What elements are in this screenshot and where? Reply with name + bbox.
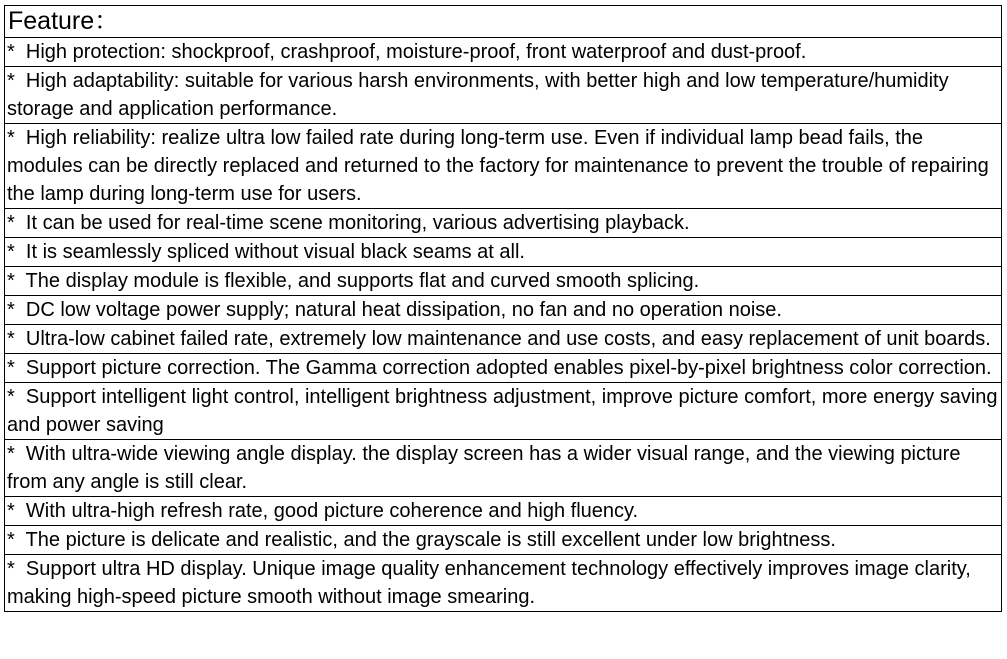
feature-heading: Feature： xyxy=(5,6,1002,38)
feature-item-cell xyxy=(5,526,1002,555)
table-row xyxy=(5,354,1002,383)
feature-item-text: With ultra-wide viewing angle display. the display screen has a wider visual range, and the viewing picture from any angle is still clear. xyxy=(7,443,961,493)
bullet-marker: * xyxy=(7,270,26,292)
feature-item-text: High protection: shockproof, crashproof, moisture-proof, front waterproof and dust-proof. xyxy=(25,41,807,63)
feature-item-text: It is seamlessly spliced without visual black seams at all. xyxy=(25,241,525,263)
table-row xyxy=(5,38,1002,67)
feature-item-cell xyxy=(5,325,1002,354)
bullet-marker: * xyxy=(7,328,26,350)
bullet-marker: * xyxy=(7,299,26,321)
table-row xyxy=(5,296,1002,325)
bullet-marker: * xyxy=(7,386,26,408)
bullet-marker: * xyxy=(7,212,26,234)
feature-item-text: High adaptability: suitable for various harsh environments, with better high and low temperature/humidity storage and application performance. xyxy=(7,70,949,120)
table-row xyxy=(5,440,1002,497)
feature-item-cell xyxy=(5,497,1002,526)
bullet-marker: * xyxy=(7,500,26,522)
feature-item-text: Support picture correction. The Gamma correction adopted enables pixel-by-pixel brightness color correction. xyxy=(25,357,992,379)
table-row xyxy=(5,209,1002,238)
feature-item-cell xyxy=(5,296,1002,325)
feature-item-cell xyxy=(5,555,1002,612)
feature-item-text: It can be used for real-time scene monitoring, various advertising playback. xyxy=(25,212,690,234)
feature-item-cell xyxy=(5,354,1002,383)
table-row xyxy=(5,325,1002,354)
feature-item-cell xyxy=(5,209,1002,238)
feature-item-text: Ultra-low cabinet failed rate, extremely low maintenance and use costs, and easy replacement of unit boards. xyxy=(25,328,991,350)
feature-item-cell xyxy=(5,124,1002,209)
feature-item-text: DC low voltage power supply; natural heat dissipation, no fan and no operation noise. xyxy=(25,299,782,321)
table-row xyxy=(5,124,1002,209)
feature-item-cell xyxy=(5,267,1002,296)
feature-item-cell xyxy=(5,67,1002,124)
feature-item-text: The display module is flexible, and supports flat and curved smooth splicing. xyxy=(25,270,700,292)
bullet-marker: * xyxy=(7,558,26,580)
table-row xyxy=(5,238,1002,267)
bullet-marker: * xyxy=(7,443,26,465)
heading-row xyxy=(5,6,1002,38)
bullet-marker: * xyxy=(7,41,26,63)
table-row xyxy=(5,383,1002,440)
feature-item-text: Support ultra HD display. Unique image quality enhancement technology effectively improves image clarity, making high-speed picture smooth without image smearing. xyxy=(7,558,971,608)
bullet-marker: * xyxy=(7,70,26,92)
feature-item-cell xyxy=(5,383,1002,440)
feature-table xyxy=(4,5,1002,612)
feature-item-text: Support intelligent light control, intelligent brightness adjustment, improve picture comfort, more energy saving and power saving xyxy=(7,386,998,436)
bullet-marker: * xyxy=(7,357,26,379)
feature-item-text: The picture is delicate and realistic, and the grayscale is still excellent under low brightness. xyxy=(25,529,836,551)
table-row xyxy=(5,526,1002,555)
feature-item-text: High reliability: realize ultra low failed rate during long-term use. Even if individual lamp bead fails, the modules can be directly replaced and returned to the factory for maintenance to prevent the trouble of repairing the lamp during long-term use for users. xyxy=(7,127,989,205)
table-row xyxy=(5,267,1002,296)
feature-item-text: With ultra-high refresh rate, good picture coherence and high fluency. xyxy=(25,500,639,522)
table-row xyxy=(5,497,1002,526)
bullet-marker: * xyxy=(7,241,26,263)
table-row xyxy=(5,555,1002,612)
table-row xyxy=(5,67,1002,124)
feature-item-cell xyxy=(5,38,1002,67)
feature-item-cell xyxy=(5,238,1002,267)
bullet-marker: * xyxy=(7,529,26,551)
feature-item-cell xyxy=(5,440,1002,497)
bullet-marker: * xyxy=(7,127,26,149)
